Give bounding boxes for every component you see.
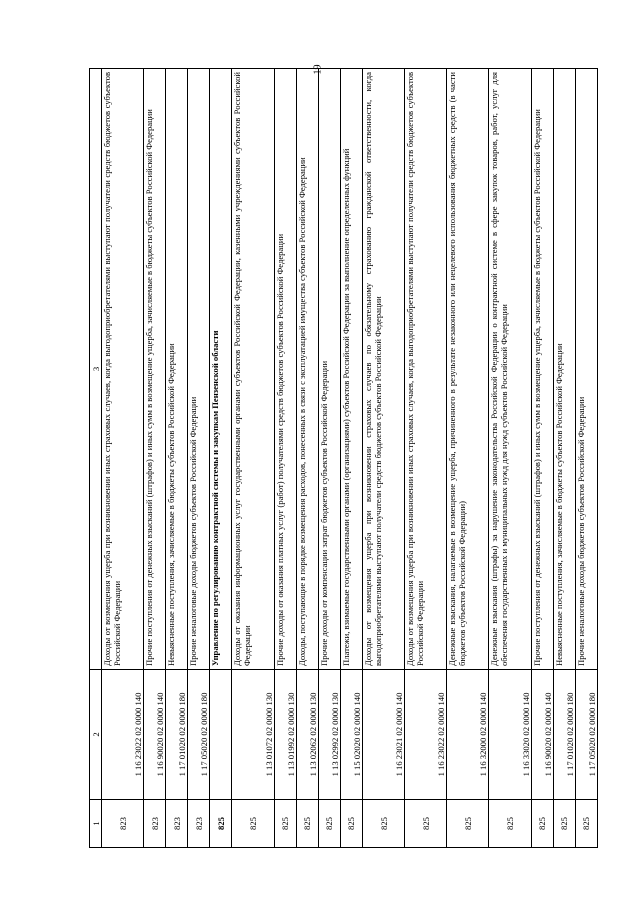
revenue-code-cell: 1 16 32000 02 0000 140 <box>447 670 489 800</box>
agency-code-cell: 823 <box>144 800 166 848</box>
agency-code-cell: 825 <box>362 800 404 848</box>
table-row <box>274 69 296 848</box>
revenue-codes-table <box>89 68 598 848</box>
revenue-description-cell: Доходы от оказания информационных услуг государственными органами субъектов Российской Федерации, казенными учреждениями субъектов Российской Федерации <box>232 69 274 670</box>
table-row <box>210 69 232 848</box>
table-row <box>188 69 210 848</box>
revenue-code-cell: 1 17 01020 02 0000 180 <box>166 670 188 800</box>
rotated-table-container <box>89 69 598 848</box>
table-row <box>531 69 553 848</box>
revenue-code-cell <box>210 670 232 800</box>
revenue-code-cell: 1 16 33020 02 0000 140 <box>489 670 531 800</box>
agency-code-cell: 825 <box>296 800 318 848</box>
revenue-description-cell: Прочие неналоговые доходы бюджетов субъектов Российской Федерации <box>575 69 597 670</box>
agency-code-cell: 825 <box>232 800 274 848</box>
table-body <box>102 69 598 848</box>
agency-code-cell: 825 <box>575 800 597 848</box>
revenue-code-cell: 1 17 01020 02 0000 180 <box>553 670 575 800</box>
column-header-3: 3 <box>90 69 102 670</box>
revenue-code-cell: 1 16 23022 02 0000 140 <box>102 670 144 800</box>
revenue-description-cell: Управление по регулированию контрактной системы и закупкам Пензенской области <box>210 69 232 670</box>
table-row <box>447 69 489 848</box>
table-wrapper <box>89 69 598 848</box>
table-row <box>296 69 318 848</box>
revenue-description-cell: Денежные взыскания (штрафы) за нарушение законодательства Российской Федерации о контрактной системе в сфере закупок товаров, работ, услуг для обеспечения государственных и муниципальных нужд для нужд субъектов Российской Федерации <box>489 69 531 670</box>
revenue-code-cell: 1 15 02020 02 0000 140 <box>340 670 362 800</box>
revenue-description-cell: Доходы от возмещения ущерба при возникновении иных страховых случаев, когда выгодоприобретателями выступают получатели средств бюджетов субъектов Российской Федерации <box>405 69 447 670</box>
revenue-code-cell: 1 16 90020 02 0000 140 <box>531 670 553 800</box>
agency-code-cell: 825 <box>318 800 340 848</box>
revenue-description-cell: Прочие доходы от оказания платных услуг (работ) получателями средств бюджетов субъектов Российской Федерации <box>274 69 296 670</box>
revenue-description-cell: Доходы от возмещения ущерба при возникновении иных страховых случаев, когда выгодоприобретателями выступают получатели средств бюджетов субъектов Российской Федерации <box>102 69 144 670</box>
revenue-code-cell: 1 16 23021 02 0000 140 <box>362 670 404 800</box>
revenue-code-cell: 1 17 05020 02 0000 180 <box>575 670 597 800</box>
revenue-description-cell: Платежи, взимаемые государственными органами (организациями) субъектов Российской Федерации за выполнение определенных функций <box>340 69 362 670</box>
agency-code-cell: 825 <box>447 800 489 848</box>
revenue-code-cell: 1 13 01072 02 0000 130 <box>232 670 274 800</box>
agency-code-cell: 825 <box>531 800 553 848</box>
revenue-code-cell: 1 13 02992 02 0000 130 <box>318 670 340 800</box>
revenue-code-cell: 1 16 90020 02 0000 140 <box>144 670 166 800</box>
revenue-description-cell: Денежные взыскания, налагаемые в возмещение ущерба, причиненного в результате незаконного или нецелевого использования бюджетных средств (в части бюджетов субъектов Российской Федерации) <box>447 69 489 670</box>
table-row <box>489 69 531 848</box>
table-row <box>340 69 362 848</box>
revenue-code-cell: 1 17 05020 02 0000 180 <box>188 670 210 800</box>
agency-code-cell: 825 <box>553 800 575 848</box>
column-header-1: 1 <box>90 800 102 848</box>
revenue-code-cell: 1 13 01992 02 0000 130 <box>274 670 296 800</box>
table-row <box>362 69 404 848</box>
agency-code-cell: 825 <box>489 800 531 848</box>
revenue-description-cell: Невыясненные поступления, зачисляемые в бюджеты субъектов Российской Федерации <box>553 69 575 670</box>
table-row <box>232 69 274 848</box>
agency-code-cell: 825 <box>210 800 232 848</box>
revenue-description-cell: Прочие поступления от денежных взысканий (штрафов) и иных сумм в возмещение ущерба, зачисляемые в бюджеты субъектов Российской Федерации <box>531 69 553 670</box>
table-row <box>575 69 597 848</box>
revenue-code-cell: 1 13 02062 02 0000 130 <box>296 670 318 800</box>
revenue-description-cell: Прочие неналоговые доходы бюджетов субъектов Российской Федерации <box>188 69 210 670</box>
table-header-row <box>90 69 102 848</box>
table-row <box>405 69 447 848</box>
revenue-code-cell: 1 16 23022 02 0000 140 <box>405 670 447 800</box>
table-row <box>102 69 144 848</box>
revenue-description-cell: Доходы, поступающие в порядке возмещения расходов, понесенных в связи с эксплуатацией имущества субъектов Российской Федерации <box>296 69 318 670</box>
revenue-description-cell: Доходы от возмещения ущерба при возникновении страховых случаев по обязательному страхованию гражданской ответственности, когда выгодоприобретателями выступают получатели средств бюджетов субъектов Российской Федерации <box>362 69 404 670</box>
agency-code-cell: 823 <box>102 800 144 848</box>
table-row <box>318 69 340 848</box>
agency-code-cell: 825 <box>274 800 296 848</box>
revenue-description-cell: Невыясненные поступления, зачисляемые в бюджеты субъектов Российской Федерации <box>166 69 188 670</box>
page-number: 19 <box>312 64 324 75</box>
agency-code-cell: 825 <box>340 800 362 848</box>
revenue-description-cell: Прочие доходы от компенсации затрат бюджетов субъектов Российской Федерации <box>318 69 340 670</box>
revenue-description-cell: Прочие поступления от денежных взысканий (штрафов) и иных сумм в возмещение ущерба, зачисляемые в бюджеты субъектов Российской Федерации <box>144 69 166 670</box>
agency-code-cell: 825 <box>405 800 447 848</box>
agency-code-cell: 823 <box>188 800 210 848</box>
column-header-2: 2 <box>90 670 102 800</box>
table-row <box>553 69 575 848</box>
table-row <box>144 69 166 848</box>
agency-code-cell: 823 <box>166 800 188 848</box>
table-row <box>166 69 188 848</box>
